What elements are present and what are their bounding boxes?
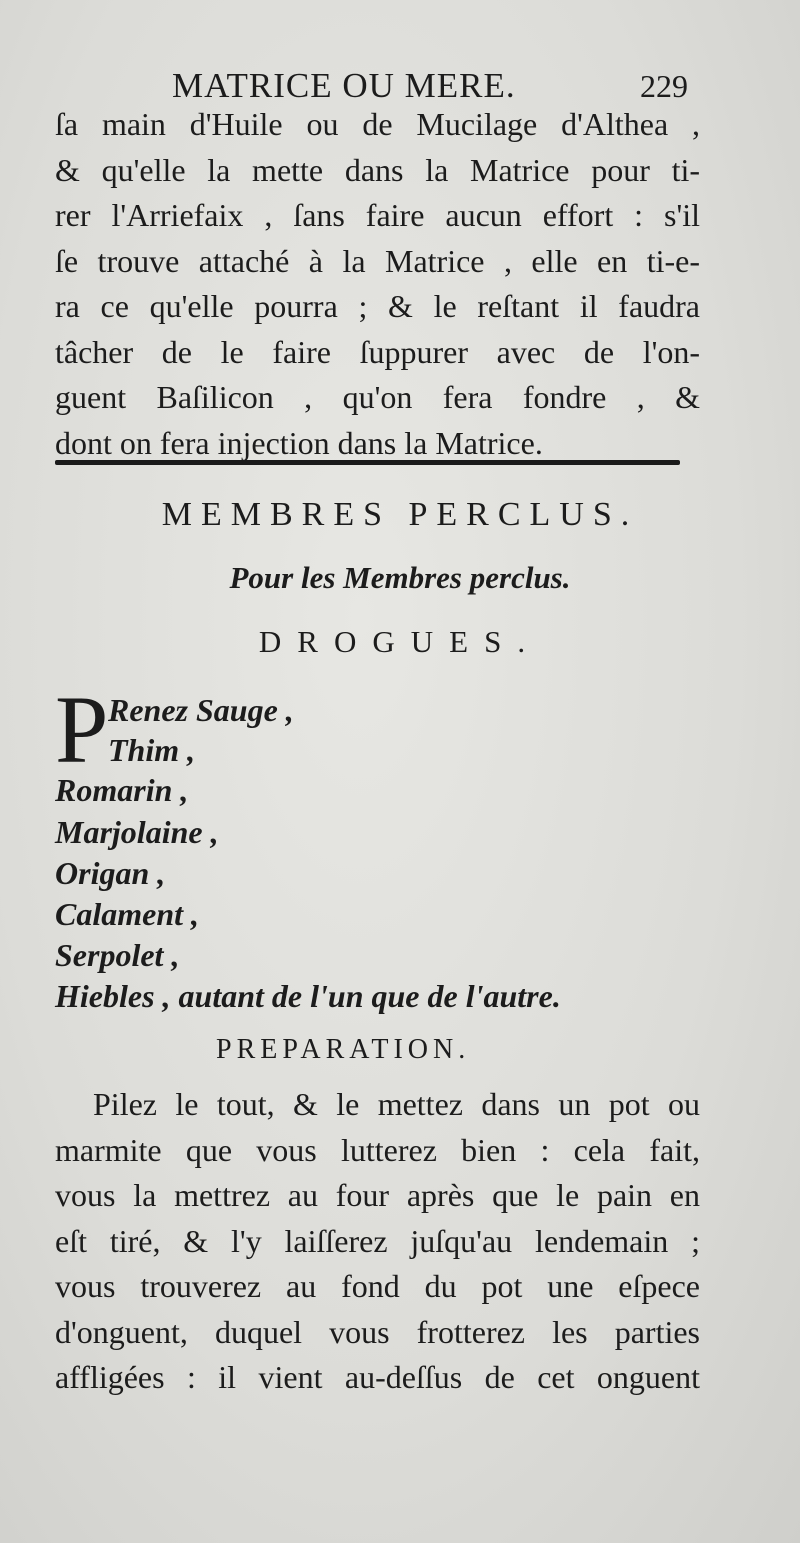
text-line: vous trouverez au fond du pot une eſpece bbox=[55, 1268, 700, 1304]
text-line: ſa main d'Huile ou de Mucilage d'Althea , bbox=[55, 106, 700, 142]
ingredient-item: Hiebles , autant de l'un que de l'autre. bbox=[55, 978, 561, 1014]
text-line: vous la mettrez au four après que le pain en bbox=[55, 1177, 700, 1213]
text-line: marmite que vous lutterez bien : cela fait, bbox=[55, 1131, 700, 1168]
section-subtitle: Pour les Membres perclus. bbox=[229, 560, 571, 595]
ingredient-item: Marjolaine , bbox=[55, 814, 219, 850]
text-line: guent Baſilicon , qu'on fera fondre , & bbox=[55, 379, 700, 415]
section-divider bbox=[55, 460, 680, 465]
ingredient-item: Thim , bbox=[108, 732, 196, 768]
ingredient-item: Renez Sauge , bbox=[108, 692, 294, 728]
running-title: MATRICE OU MERE. bbox=[172, 66, 516, 105]
text-line: ſe trouve attaché à la Matrice , elle en ti-e- bbox=[55, 242, 700, 279]
drogues-heading: DROGUES. bbox=[258, 624, 542, 659]
preparation-heading: PREPARATION. bbox=[216, 1034, 471, 1065]
ingredient-item: Origan , bbox=[55, 855, 166, 891]
text-line: d'onguent, duquel vous frotterez les parties bbox=[55, 1313, 700, 1350]
text-line: dont on fera injection dans la Matrice. bbox=[55, 424, 543, 461]
ingredient-item: Calament , bbox=[55, 896, 200, 932]
previous-section-text bbox=[55, 102, 700, 466]
text-line: Pilez le tout, & le mettez dans un pot ou bbox=[93, 1086, 700, 1122]
drop-cap: P bbox=[55, 676, 109, 783]
text-line: eſt tiré, & l'y laiſſerez juſqu'au lendemain ; bbox=[55, 1222, 700, 1259]
text-line: rer l'Arriefaix , ſans faire aucun effort : s'il bbox=[55, 197, 700, 233]
preparation-text bbox=[55, 1082, 700, 1401]
text-line: affligées : il vient au-deſſus de cet onguent bbox=[55, 1359, 700, 1395]
text-line: tâcher de le faire ſuppurer avec de l'on- bbox=[55, 333, 700, 370]
page-number: 229 bbox=[640, 68, 688, 104]
section-title: MEMBRES PERCLUS. bbox=[161, 496, 639, 533]
text-line: ra ce qu'elle pourra ; & le reſtant il faudra bbox=[55, 288, 700, 324]
text-line: & qu'elle la mette dans la Matrice pour ti- bbox=[55, 151, 700, 188]
ingredient-item: Romarin , bbox=[55, 772, 189, 808]
ingredient-item: Serpolet , bbox=[55, 937, 180, 973]
running-head bbox=[0, 66, 800, 106]
